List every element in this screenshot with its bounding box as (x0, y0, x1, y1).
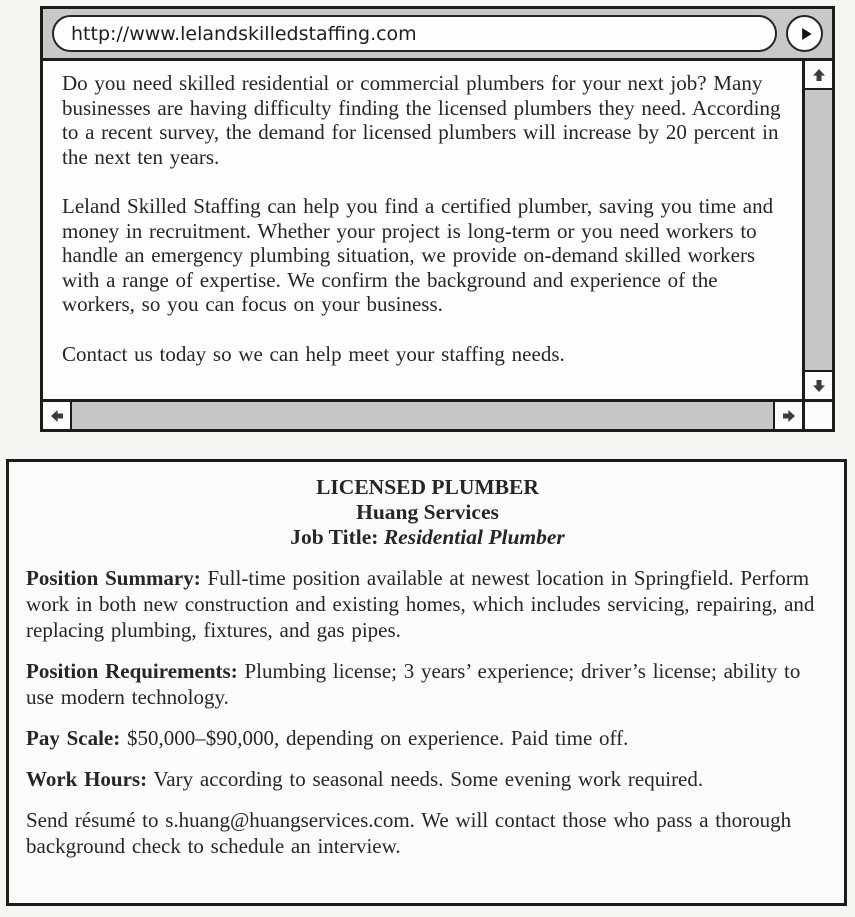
pay-scale-section (26, 725, 829, 751)
section-label: Position Requirements: (26, 659, 238, 683)
scroll-right-button[interactable] (773, 402, 802, 429)
section-label: Work Hours: (26, 767, 148, 791)
arrow-down-icon (812, 379, 826, 393)
webpage-paragraph: Leland Skilled Staffing can help you find a certified plumber, saving you time and money in recruitment. Whether your project is long-term or you need workers to handle an emergency plumbing situation, we provide on-demand skilled workers with a range of expertise. We confirm the background and experience of the workers, so you can focus on your business. (62, 194, 774, 316)
browser-body (43, 61, 832, 429)
horizontal-scroll-track[interactable] (72, 402, 773, 429)
section-label: Pay Scale: (26, 726, 121, 750)
job-posting-header (26, 475, 829, 550)
job-title-value: Residential Plumber (383, 525, 565, 549)
url-input[interactable]: http://www.lelandskilledstaffing.com (52, 15, 777, 52)
webpage-content (43, 61, 802, 399)
job-posting-box (6, 459, 847, 906)
scroll-down-button[interactable] (805, 370, 832, 399)
job-title-line (26, 525, 829, 550)
arrow-right-icon (782, 409, 796, 423)
horizontal-scrollbar (43, 399, 802, 429)
vertical-scroll-track[interactable] (805, 90, 832, 370)
section-label: Position Summary: (26, 566, 201, 590)
section-text: Vary according to seasonal needs. Some evening work required. (153, 767, 704, 791)
scrollbar-corner (802, 399, 832, 429)
arrow-left-icon (50, 409, 64, 423)
webpage-paragraph: Contact us today so we can help meet your staffing needs. (62, 341, 565, 366)
closing-paragraph: Send résumé to s.huang@huangservices.com. We will contact those who pass a thorough background check to schedule an interview. (26, 808, 792, 858)
section-text: $50,000–$90,000, depending on experience. Paid time off. (126, 726, 629, 750)
webpage-paragraph: Do you need skilled residential or commercial plumbers for your next job? Many businesses are having difficulty finding the licensed plumbers they need. According to a recent survey, the demand for licensed plumbers will increase by 20 percent in the next ten years. (62, 71, 781, 169)
scroll-up-button[interactable] (805, 61, 832, 90)
position-requirements-section (26, 658, 829, 710)
position-summary-section (26, 565, 829, 643)
company-name: Huang Services (356, 500, 499, 524)
section-text: Plumbing license; 3 years’ experience; driver’s license; ability to use modern technology. (26, 659, 801, 709)
play-icon (798, 26, 814, 42)
work-hours-section (26, 766, 829, 792)
posting-title: LICENSED PLUMBER (316, 475, 539, 499)
arrow-up-icon (812, 68, 826, 82)
scroll-left-button[interactable] (43, 402, 72, 429)
section-text: Full-time position available at newest location in Springfield. Perform work in both new construction and existing homes, which includes servicing, repairing, and replacing plumbing, fixtures, and gas pipes. (26, 566, 815, 642)
address-bar (43, 9, 832, 61)
go-button[interactable] (786, 15, 823, 52)
browser-window (40, 6, 835, 432)
job-title-label: Job Title: (290, 525, 379, 549)
vertical-scrollbar (802, 61, 832, 399)
